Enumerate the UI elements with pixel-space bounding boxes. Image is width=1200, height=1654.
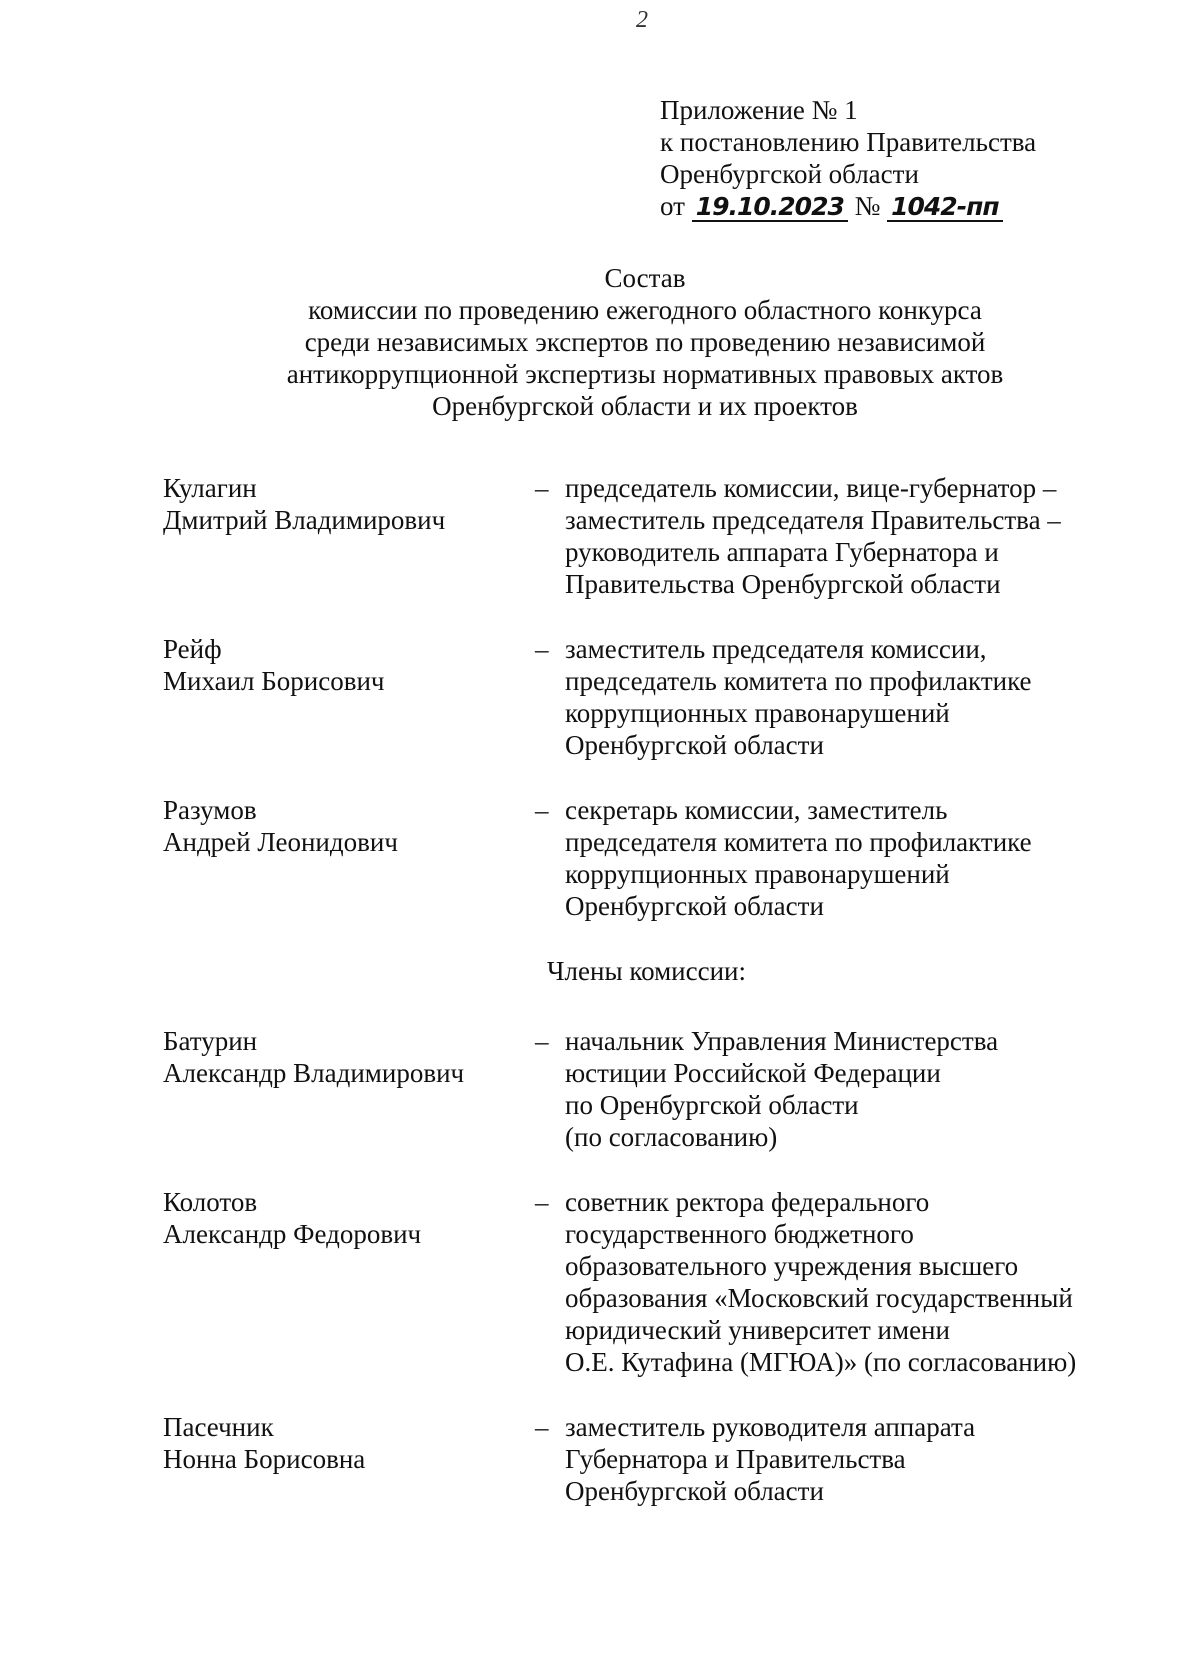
resolution-date: 19.10.2023 <box>692 194 848 222</box>
member-surname: Кулагин <box>163 473 257 503</box>
member-role <box>565 794 1123 922</box>
role-line: заместитель руководителя аппарата <box>565 1412 976 1442</box>
role-line: секретарь комиссии, заместитель <box>565 795 948 825</box>
role-line: государственного бюджетного <box>565 1219 914 1249</box>
role-line: председателя комитета по профилактике <box>565 827 1032 857</box>
role-line: образования «Московский государственный <box>565 1283 1073 1313</box>
member-name <box>163 794 535 922</box>
role-line: советник ректора федерального <box>565 1187 930 1217</box>
dash-separator: – <box>535 1412 549 1442</box>
dash-separator: – <box>535 473 549 503</box>
role-line: коррупционных правонарушений <box>565 859 950 889</box>
role-line: коррупционных правонарушений <box>565 698 950 728</box>
member-entry <box>163 1411 1123 1507</box>
member-given-names: Андрей Леонидович <box>163 827 398 857</box>
member-entry <box>163 1186 1123 1378</box>
members-list <box>163 1025 1123 1507</box>
title-line: комиссии по проведению ежегодного областного конкурса <box>308 295 982 325</box>
role-line: юридический университет имени <box>565 1315 950 1345</box>
title-line: Состав <box>604 263 686 293</box>
dash-separator: – <box>535 634 549 664</box>
member-name <box>163 472 535 600</box>
role-line: О.Е. Кутафина (МГЮА)» (по согласованию) <box>565 1347 1077 1377</box>
member-role <box>565 633 1123 761</box>
role-line: заместитель председателя комиссии, <box>565 634 987 664</box>
member-surname: Рейф <box>163 634 222 664</box>
role-line: руководитель аппарата Губернатора и <box>565 537 999 567</box>
member-name <box>163 1025 535 1153</box>
member-entry <box>163 633 1123 761</box>
member-given-names: Александр Федорович <box>163 1219 422 1249</box>
member-name <box>163 633 535 761</box>
appendix-title: Приложение № 1 <box>660 95 858 125</box>
appendix-header <box>660 94 1160 222</box>
role-line: Правительства Оренбургской области <box>565 569 1001 599</box>
member-entry <box>163 472 1123 600</box>
member-surname: Колотов <box>163 1187 258 1217</box>
document-title <box>0 262 1200 422</box>
role-line: (по согласованию) <box>565 1122 778 1152</box>
role-line: Оренбургской области <box>565 1476 824 1506</box>
role-line: юстиции Российской Федерации <box>565 1058 941 1088</box>
member-given-names: Михаил Борисович <box>163 666 385 696</box>
members-heading: Члены комиссии: <box>547 956 746 986</box>
member-entry <box>163 794 1123 922</box>
member-entry <box>163 1025 1123 1153</box>
dash-separator: – <box>535 1187 549 1217</box>
member-role <box>565 1186 1123 1378</box>
resolution-number: 1042-пп <box>887 194 1003 222</box>
number-label: № <box>854 191 881 221</box>
appendix-date-line <box>660 190 1160 222</box>
member-name <box>163 1411 535 1507</box>
from-label: от <box>660 191 685 221</box>
member-surname: Пасечник <box>163 1412 274 1442</box>
role-line: образовательного учреждения высшего <box>565 1251 1019 1281</box>
role-line: председатель комитета по профилактике <box>565 666 1032 696</box>
role-line: Губернатора и Правительства <box>565 1444 906 1474</box>
member-role <box>565 1025 1123 1153</box>
member-given-names: Нонна Борисовна <box>163 1444 366 1474</box>
role-line: заместитель председателя Правительства – <box>565 505 1061 535</box>
member-given-names: Дмитрий Владимирович <box>163 505 446 535</box>
member-surname: Батурин <box>163 1026 258 1056</box>
role-line: начальник Управления Министерства <box>565 1026 999 1056</box>
dash-separator: – <box>535 1026 549 1056</box>
appendix-resolution-line: к постановлению Правительства <box>660 127 1037 157</box>
role-line: Оренбургской области <box>565 730 824 760</box>
member-role <box>565 1411 1123 1507</box>
title-line: среди независимых экспертов по проведению независимой <box>304 327 986 357</box>
member-role <box>565 472 1123 600</box>
member-surname: Разумов <box>163 795 257 825</box>
title-line: антикоррупционной экспертизы нормативных правовых актов <box>286 359 1004 389</box>
member-given-names: Александр Владимирович <box>163 1058 465 1088</box>
role-line: по Оренбургской области <box>565 1090 859 1120</box>
role-line: председатель комиссии, вице-губернатор – <box>565 473 1057 503</box>
title-line: Оренбургской области и их проектов <box>432 391 858 421</box>
role-line: Оренбургской области <box>565 891 824 921</box>
member-name <box>163 1186 535 1378</box>
commission-list <box>163 472 1123 1540</box>
leaders-list <box>163 472 1123 922</box>
appendix-region-line: Оренбургской области <box>660 159 919 189</box>
page-number: 2 <box>636 7 648 33</box>
dash-separator: – <box>535 795 549 825</box>
